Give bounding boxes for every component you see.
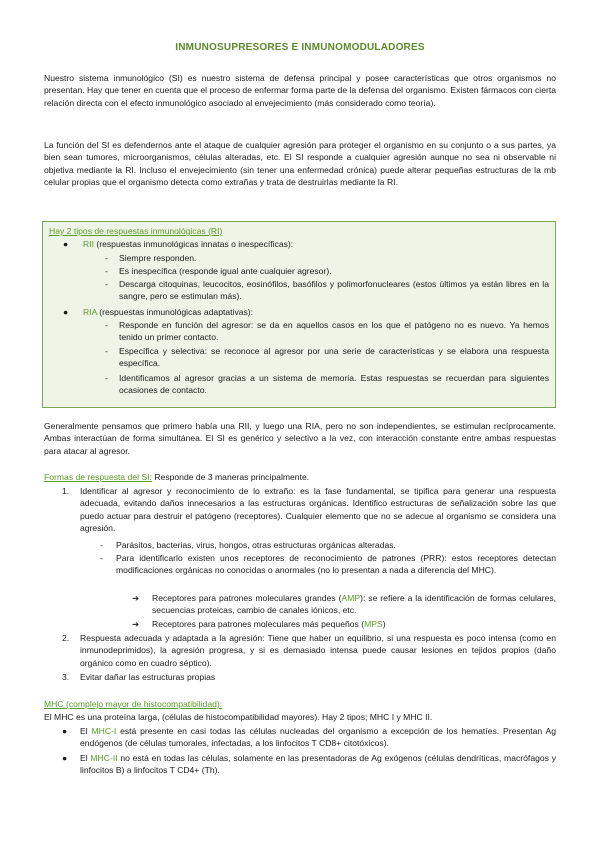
list-number-2: 2. — [62, 633, 70, 643]
rii-abbr: RII — [83, 239, 94, 249]
mhc-bullet-1 — [80, 725, 556, 750]
formas-sub-1: Parásitos, bacterias, virus, hongos, otras estructuras orgánicas alteradas. — [116, 540, 396, 550]
arrow-item-2-post: ) — [382, 619, 386, 629]
dash-icon: - — [105, 279, 108, 289]
arrow-right-icon: ➔ — [132, 619, 140, 629]
dash-icon: - — [105, 373, 108, 383]
dash-icon: - — [100, 553, 103, 563]
ria-item-3: Identificamos al agresor gracias a un sistema de memoria. Estas respuestas se recuerdan para siguientes ocasiones de contacto. — [119, 373, 549, 396]
list-number-3: 3. — [62, 672, 70, 682]
ria-item-1: Responde en función del agresor: se da en aquellos casos en los que el patógeno no es nuevo. Ya hemos tenido un primer contacto. — [119, 320, 549, 343]
arrow-item-1-pre: Receptores para patrones moleculares grandes ( — [152, 593, 342, 603]
mhc-ii-abbr: MHC-II — [90, 753, 118, 763]
paragraph-3: Generalmente pensamos que primero había una RII, y luego una RIA, pero no son independientes, se estimulan recíprocamente. Ambas interactúan de forma simultánea. El SI es genérico y selectivo a la vez, con interacción constante entre ambas respuestas para atacar al agresor. — [44, 421, 556, 456]
arrow-item-2 — [152, 618, 556, 630]
immune-response-types-box — [42, 221, 556, 408]
mhc-bullet-2 — [80, 752, 556, 777]
mhc-i-abbr: MHC-I — [91, 726, 117, 736]
dash-icon: - — [105, 253, 108, 263]
document-title: INMUNOSUPRESORES E INMUNOMODULADORES — [175, 42, 425, 53]
bullet-dot-icon: ● — [63, 307, 69, 317]
formas-item-1: Identificar al agresor y reconocimiento de lo extraño: es la fase fundamental, se tipifica para generar una respuesta adecuada, evitando daños innecesarios a las estructuras orgánicas. Identifico estructuras de señalización sobre las que puedo actuar para destruir el patógeno (receptores). Cualquier elemento que no se adecue al organismo se considera una agresión. — [80, 486, 556, 534]
arrow-item-2-pre: Receptores para patrones moleculares más pequeños ( — [152, 619, 365, 629]
formas-heading: Formas de respuesta del SI: — [44, 472, 152, 482]
box-heading: Hay 2 tipos de respuestas inmunológicas (RI) — [49, 226, 223, 236]
mhc-bullet-2-post: no está en todas las células, solamente en las presentadoras de Ag exógenos (células dendríticas, macrófagos y linfocitos B) a linfocitos T CD4+ (Th). — [80, 753, 556, 776]
ria-description: (respuestas inmunológicas adaptativas): — [96, 307, 254, 317]
rii-description: (respuestas inmunológicas innatas o inespecíficas): — [93, 239, 294, 249]
dash-icon: - — [100, 540, 103, 550]
mhc-bullet-1-post: está presente en casi todas las células nucleadas del organismo a excepción de los hematíes. Presentan Ag endógenos (de células tumorales, infectadas, a los linfocitos T CD8+ citotóxicos). — [80, 726, 556, 749]
bullet-dot-icon: ● — [63, 239, 69, 249]
bullet-dot-icon: ● — [62, 726, 68, 736]
mps-abbr: MPS — [364, 619, 383, 629]
formas-heading-rest: Responde de 3 maneras principalmente. — [151, 472, 310, 482]
mhc-heading: MHC (complejo mayor de histocompatibilidad): — [44, 699, 223, 709]
list-number-1: 1. — [62, 486, 70, 496]
rii-heading — [83, 238, 543, 250]
ria-heading — [83, 306, 543, 318]
bullet-dot-icon: ● — [62, 753, 68, 763]
mhc-bullet-1-pre: El — [80, 726, 92, 736]
rii-item-2: Es inespecífica (responde igual ante cualquier agresor). — [119, 266, 332, 276]
formas-sub-2: Para identificarlo existen unos receptores de reconocimiento de patrones (PRR): estos receptores detectan modificaciones orgánicas no conocidas o anormales (no lo presentan a nada a diferencia del MHC). — [116, 553, 556, 576]
intro-paragraph-1: Nuestro sistema inmunológico (SI) es nuestro sistema de defensa principal y posee características que otros organismos no presentan. Hay que tener en cuenta que el proceso de enfermar forma parte de la defensa del organismo. Existen fármacos con cierta relación directa con el efecto inmunológico asociado al envejecimiento (más considerado como teoría). — [44, 73, 556, 108]
dash-icon: - — [105, 266, 108, 276]
rii-item-1: Siempre responden. — [119, 253, 197, 263]
ria-item-2: Específica y selectiva: se reconoce al agresor por una serie de características y se elabora una respuesta específica. — [119, 346, 549, 369]
rii-item-3: Descarga citoquinas, leucocitos, eosinófilos, basófilos y polimorfonucleares (estos últimos ya están libres en la sangre, pero se estimulan más). — [119, 279, 549, 302]
arrow-item-1 — [152, 592, 556, 617]
arrow-item-1-post: ): se refiere a la identificación de formas celulares, secuencias proteicas, cambio de canales iónicos, etc. — [152, 593, 556, 616]
intro-paragraph-2: La función del SI es defendernos ante el ataque de cualquier agresión para proteger el organismo en su conjunto o a sus partes, ya bien sean tumores, microorganismos, células alteradas, etc. El SI responde a cualquier agresión aunque no sea ni observable ni objetiva mediante la RI. Incluso el envejecimiento (sin tener una enfermedad crónica) puede alterar pequeñas estructuras de la mb celular propias que el organismo detecta como extrañas y trata de destruirlas mediante la RI. — [44, 140, 556, 188]
formas-heading-line — [44, 471, 556, 483]
ria-abbr: RIA — [83, 307, 97, 317]
mhc-bullet-2-pre: El — [80, 753, 91, 763]
formas-item-3: Evitar dañar las estructuras propias — [80, 672, 216, 682]
arrow-right-icon: ➔ — [132, 593, 140, 603]
dash-icon: - — [105, 320, 108, 330]
amp-abbr: AMP — [341, 593, 361, 603]
dash-icon: - — [105, 346, 108, 356]
formas-item-2: Respuesta adecuada y adaptada a la agresión: Tiene que haber un equilibrio, si una respuesta es poco intensa (como en inmunodeprimidos), la agresión progresa, y si es demasiado intensa puede causar lesiones en tejidos propios (daño orgánico como en cuadro séptico). — [80, 633, 556, 668]
mhc-intro: El MHC es una proteína larga, (células de histocompatibilidad mayores). Hay 2 tipos; MHC I y MHC II. — [44, 712, 433, 722]
